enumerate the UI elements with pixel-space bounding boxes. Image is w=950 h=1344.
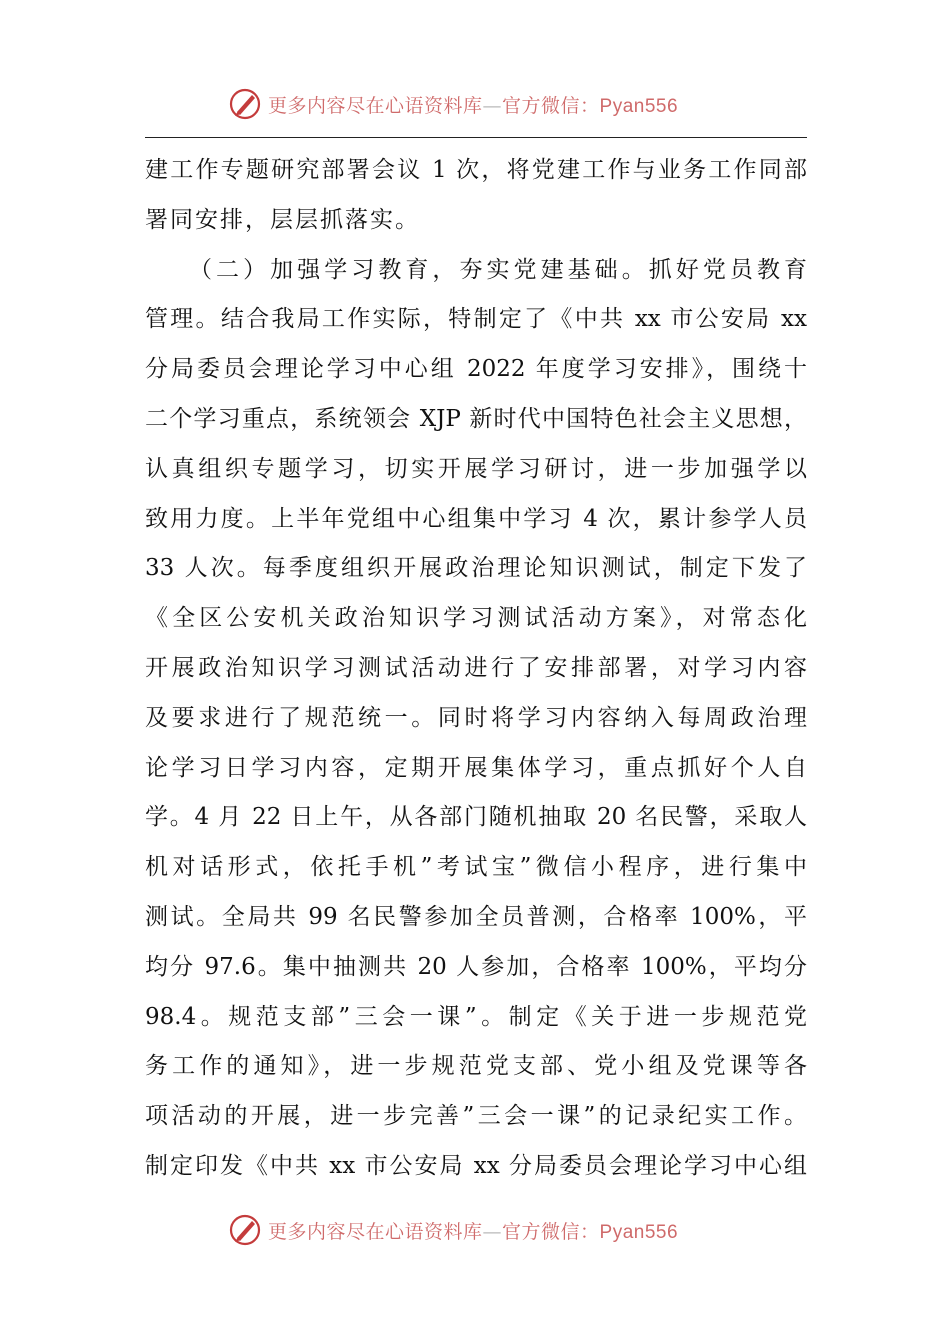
- pen-logo-icon: [228, 1213, 262, 1247]
- banner-label: 官方微信：: [502, 94, 600, 117]
- text-line: 机对话形式，依托手机”考试宝”微信小程序，进行集中: [145, 854, 807, 881]
- text-line: 分局委员会理论学习中心组 2022 年度学习安排》，围绕十: [145, 356, 807, 383]
- text-line: 均分 97.6。集中抽测共 20 人参加，合格率 100%，平均分: [145, 953, 807, 980]
- banner-main-text: 更多内容尽在心语资料库: [268, 94, 483, 117]
- banner-label: 官方微信：: [502, 1220, 600, 1243]
- text-line: 致用力度。上半年党组中心组集中学习 4 次，累计参学人员: [145, 505, 807, 532]
- header-banner: [228, 86, 748, 122]
- footer-banner: [228, 1212, 748, 1248]
- footer-banner-text: [268, 1217, 678, 1244]
- text-line: 学。4 月 22 日上午，从各部门随机抽取 20 名民警，采取人: [145, 804, 807, 831]
- header-banner-text: [268, 91, 678, 118]
- text-line: 务工作的通知》，进一步规范党支部、党小组及党课等各: [145, 1053, 807, 1080]
- text-line: 项活动的开展，进一步完善”三会一课”的记录纪实工作。: [145, 1103, 807, 1130]
- banner-dash: —: [482, 94, 503, 117]
- section-heading-line: （二）加强学习教育，夯实党建基础。抓好党员教育: [189, 256, 807, 283]
- text-line: 论学习日学习内容，定期开展集体学习，重点抓好个人自: [145, 754, 807, 781]
- text-line: 33 人次。每季度组织开展政治理论知识测试，制定下发了: [145, 555, 807, 582]
- banner-wechat-id: Pyan556: [599, 1221, 679, 1243]
- text-line: 测试。全局共 99 名民警参加全员普测，合格率 100%，平: [145, 903, 807, 930]
- text-line: 管理。结合我局工作实际，特制定了《中共 xx 市公安局 xx: [145, 306, 807, 333]
- text-line: 开展政治知识学习测试活动进行了安排部署，对学习内容: [145, 654, 807, 681]
- banner-dash: —: [482, 1220, 503, 1243]
- document-body: [145, 146, 807, 1192]
- text-line: 制定印发《中共 xx 市公安局 xx 分局委员会理论学习中心组: [145, 1152, 807, 1179]
- pen-logo-icon: [228, 87, 262, 121]
- banner-main-text: 更多内容尽在心语资料库: [268, 1220, 483, 1243]
- text-line: 《全区公安机关政治知识学习测试活动方案》，对常态化: [145, 605, 807, 632]
- text-line: 98.4。规范支部”三会一课”。制定《关于进一步规范党: [145, 1003, 807, 1030]
- text-line: 及要求进行了规范统一。同时将学习内容纳入每周政治理: [145, 704, 807, 731]
- text-line: 二个学习重点，系统领会 XJP 新时代中国特色社会主义思想，: [145, 405, 807, 432]
- banner-wechat-id: Pyan556: [599, 95, 679, 117]
- text-line: 署同安排，层层抓落实。: [145, 206, 420, 233]
- text-line: 建工作专题研究部署会议 1 次，将党建工作与业务工作同部: [145, 157, 807, 183]
- header-rule: [145, 137, 807, 138]
- text-line: 认真组织专题学习，切实开展学习研讨，进一步加强学以: [145, 455, 807, 482]
